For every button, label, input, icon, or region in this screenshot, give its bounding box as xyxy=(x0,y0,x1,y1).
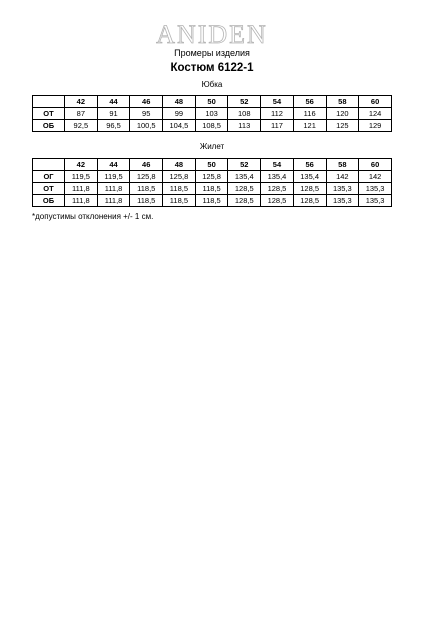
measurement-value-cell: 120 xyxy=(326,108,359,120)
vest-measurements-table xyxy=(32,158,392,207)
measurement-value-cell: 125,8 xyxy=(130,171,163,183)
size-header-cell: 44 xyxy=(97,96,130,108)
measurement-value-cell: 135,4 xyxy=(228,171,261,183)
measurement-value-cell: 128,5 xyxy=(228,183,261,195)
skirt-section-label: Юбка xyxy=(201,80,223,89)
measurement-value-cell: 91 xyxy=(97,108,130,120)
size-header-cell: 46 xyxy=(130,159,163,171)
vest-section-label: Жилет xyxy=(199,142,225,151)
measurement-value-cell: 111,8 xyxy=(65,183,98,195)
size-header-cell: 48 xyxy=(163,96,196,108)
measurement-value-cell: 118,5 xyxy=(163,183,196,195)
measurement-value-cell: 118,5 xyxy=(163,195,196,207)
size-header-cell: 58 xyxy=(326,96,359,108)
size-header-cell: 46 xyxy=(130,96,163,108)
measurement-value-cell: 111,8 xyxy=(97,195,130,207)
measurement-value-cell: 128,5 xyxy=(293,183,326,195)
measurement-name-cell: ОБ xyxy=(33,195,65,207)
measurement-value-cell: 142 xyxy=(326,171,359,183)
measurement-value-cell: 92,5 xyxy=(65,120,98,132)
size-header-cell: 54 xyxy=(261,159,294,171)
size-header-cell: 42 xyxy=(65,159,98,171)
tolerance-note: *допустимы отклонения +/- 1 см. xyxy=(32,212,154,221)
measurement-value-cell: 113 xyxy=(228,120,261,132)
measurement-value-cell: 128,5 xyxy=(228,195,261,207)
measurement-value-cell: 87 xyxy=(65,108,98,120)
measurement-value-cell: 135,3 xyxy=(326,195,359,207)
measurement-value-cell: 128,5 xyxy=(293,195,326,207)
size-header-cell: 52 xyxy=(228,96,261,108)
measurement-value-cell: 111,8 xyxy=(65,195,98,207)
measurement-value-cell: 112 xyxy=(261,108,294,120)
size-header-cell: 42 xyxy=(65,96,98,108)
size-header-cell: 60 xyxy=(359,96,392,108)
measurement-value-cell: 118,5 xyxy=(195,183,228,195)
header-corner-cell xyxy=(33,159,65,171)
page-title: Костюм 6122-1 xyxy=(170,62,254,74)
measurement-value-cell: 135,4 xyxy=(293,171,326,183)
measurement-value-cell: 100,5 xyxy=(130,120,163,132)
measurement-value-cell: 135,3 xyxy=(359,183,392,195)
measurement-value-cell: 118,5 xyxy=(195,195,228,207)
measurement-value-cell: 124 xyxy=(359,108,392,120)
size-header-cell: 48 xyxy=(163,159,196,171)
size-header-cell: 56 xyxy=(293,96,326,108)
measurement-value-cell: 116 xyxy=(293,108,326,120)
table-row xyxy=(33,183,392,195)
size-header-cell: 44 xyxy=(97,159,130,171)
measurement-value-cell: 99 xyxy=(163,108,196,120)
table-row xyxy=(33,171,392,183)
measurement-name-cell: ОТ xyxy=(33,108,65,120)
measurement-value-cell: 125,8 xyxy=(163,171,196,183)
measurement-value-cell: 111,8 xyxy=(97,183,130,195)
skirt-measurements-table xyxy=(32,95,392,132)
measurement-value-cell: 135,3 xyxy=(359,195,392,207)
measurement-value-cell: 96,5 xyxy=(97,120,130,132)
measurement-value-cell: 118,5 xyxy=(130,183,163,195)
measurement-value-cell: 117 xyxy=(261,120,294,132)
table-row xyxy=(33,120,392,132)
table-header-row xyxy=(33,96,392,108)
page-subtitle: Промеры изделия xyxy=(174,48,250,58)
measurement-value-cell: 128,5 xyxy=(261,195,294,207)
measurement-value-cell: 129 xyxy=(359,120,392,132)
size-header-cell: 56 xyxy=(293,159,326,171)
table-header-row xyxy=(33,159,392,171)
measurement-value-cell: 128,5 xyxy=(261,183,294,195)
table-row xyxy=(33,108,392,120)
header-corner-cell xyxy=(33,96,65,108)
size-header-cell: 50 xyxy=(195,96,228,108)
measurement-value-cell: 103 xyxy=(195,108,228,120)
measurement-value-cell: 108,5 xyxy=(195,120,228,132)
measurement-value-cell: 104,5 xyxy=(163,120,196,132)
measurement-value-cell: 135,3 xyxy=(326,183,359,195)
measurement-value-cell: 135,4 xyxy=(261,171,294,183)
measurement-name-cell: ОБ xyxy=(33,120,65,132)
measurement-value-cell: 95 xyxy=(130,108,163,120)
size-header-cell: 54 xyxy=(261,96,294,108)
size-header-cell: 58 xyxy=(326,159,359,171)
brand-logo: ANIDEN xyxy=(156,20,268,49)
measurement-value-cell: 121 xyxy=(293,120,326,132)
measurement-name-cell: ОТ xyxy=(33,183,65,195)
measurement-value-cell: 125,8 xyxy=(195,171,228,183)
size-header-cell: 50 xyxy=(195,159,228,171)
measurement-value-cell: 142 xyxy=(359,171,392,183)
measurement-value-cell: 119,5 xyxy=(65,171,98,183)
measurement-value-cell: 118,5 xyxy=(130,195,163,207)
table-row xyxy=(33,195,392,207)
size-header-cell: 52 xyxy=(228,159,261,171)
measurement-value-cell: 119,5 xyxy=(97,171,130,183)
size-header-cell: 60 xyxy=(359,159,392,171)
measurement-value-cell: 108 xyxy=(228,108,261,120)
measurement-name-cell: ОГ xyxy=(33,171,65,183)
measurement-value-cell: 125 xyxy=(326,120,359,132)
